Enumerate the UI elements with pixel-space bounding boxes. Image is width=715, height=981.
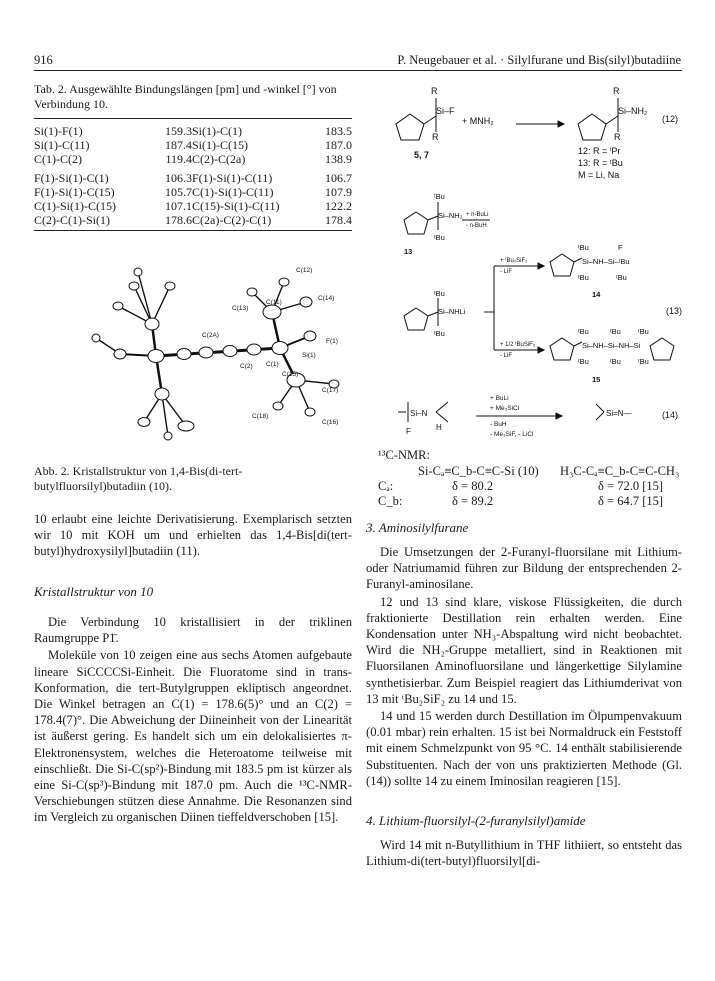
crystal-structure-figure — [34, 244, 352, 459]
eq12-prod-r-bottom: R — [614, 132, 621, 142]
nmr-compound-ref: H₃C-Cₐ≡C_b-C≡C-CH₃ — [560, 464, 680, 478]
eq13-14-tbu-bottom-2: ᵗBu — [616, 273, 627, 282]
bond-length-row — [34, 152, 352, 166]
table-value: 187.4 — [165, 138, 192, 152]
section-title-crystal: Kristallstruktur von 10 — [34, 584, 154, 599]
eq13-upper-reagent-1: + ᵗBu₂SiF₂ — [500, 258, 528, 264]
eq13-lower-reagent-2: - LiF — [500, 353, 512, 359]
table-bond: Si(1)-C(15) — [192, 138, 248, 152]
eq13-compound-14: 14 — [592, 290, 601, 299]
table-value: 107.1 — [165, 199, 192, 213]
bond-angle-row — [34, 185, 352, 199]
nmr-ca-value-ref: δ = 72.0 [15] — [598, 479, 664, 493]
nmr-cb-value-ref: δ = 64.7 [15] — [598, 494, 664, 508]
eq14-h: H — [436, 423, 442, 432]
aminosilyl-paragraphs — [366, 544, 682, 789]
running-title: P. Neugebauer et al. · Silylfurane und Bis(silyl)butadiine — [397, 53, 681, 67]
eq13-tbu-li-top: ᵗBu — [434, 289, 445, 298]
eq13-15-tbu-6: ᵗBu — [638, 357, 649, 366]
nmr-ca-value-10: δ = 80.2 — [452, 479, 494, 493]
table-value: 159.3 — [165, 124, 192, 138]
eq14-reagent-2: + Me₃SiCl — [490, 405, 520, 412]
table-bond: C(2)-C(2a) — [192, 152, 246, 166]
table-bond: C(1)-Si(1)-C(15) — [34, 199, 116, 213]
eq12-metal: M = Li, Na — [578, 170, 620, 180]
atom-label-c11: C(11) — [266, 299, 282, 306]
table-bond: F(1)-Si(1)-C(15) — [34, 185, 115, 199]
table-value: 106.3 — [165, 171, 192, 185]
eq13-upper-reagent-2: - LiF — [500, 269, 512, 275]
table-top-rule — [34, 118, 352, 119]
table-bond: Si(1)-C(1) — [192, 124, 242, 138]
crystal-p1: Die Verbindung 10 kristallisiert in der triklinen Raumgruppe P1̄. — [34, 615, 352, 646]
aminosilyl-p1: Die Umsetzungen der 2-Furanyl-fluorsilane mit Lithium- oder Natriumamid führen zur Bildung der entsprechenden 2-Furanyl-aminosilane. — [366, 545, 682, 592]
crystal-p2: Moleküle von 10 zeigen eine aus sechs Atomen aufgebaute lineare SiCCCCSi-Einheit. Die Fluoratome sind in trans-Konformation, die tert-Butylgruppen ekliptisch angeordnet. Die Winkel betragen an C(1) = 178.6(5)° und an C(2) = 178.4(7)°. Die Abweichung der Diineinheit von der Linearität ist äußerst gering. Es handelt sich um ein delokalisiertes π-Elektronensystem, welches die Heteroatome teilweise mit einschließt. Die Si-C(sp²)-Bindung mit 183.5 pm ist kürzer als eine Si-C(sp³)-Bindung mit 187.0 pm. Auch die ¹³C-NMR-Verschiebungen stützen diese Annahme. Die Resonanzen sind im Vergleich zu organischen Diinen tieffeldverschoben [15]. — [34, 648, 352, 825]
eq13-15-tbu-5: ᵗBu — [610, 357, 621, 366]
eq13-lower-product: Si–NH–Si–NH–Si — [582, 341, 641, 350]
eq14-reagent-1: + BuLi — [490, 395, 509, 402]
figure-caption: Abb. 2. Kristallstruktur von 1,4-Bis(di-tert-butylfluorsilyl)butadiin (10). — [34, 464, 243, 493]
eq14-reagent-4: - Me₃SiF, - LiCl — [490, 431, 534, 438]
eq14-reactant: Si–N — [410, 409, 428, 418]
table-bond: Si(1)-C(11) — [34, 138, 90, 152]
eq13-si-nhli: Si–NHLi — [438, 307, 466, 316]
eq13-tbu-bottom: ᵗBu — [434, 233, 445, 242]
table-value: 122.2 — [325, 199, 352, 213]
eq13-15-tbu-2: ᵗBu — [610, 327, 621, 336]
section-title-aminosilyl: 3. Aminosilylfurane — [366, 520, 469, 535]
atom-label-c17: C(17) — [322, 387, 339, 394]
table-value: 106.7 — [325, 171, 352, 185]
eq12-si-nh2: Si–NH₂ — [618, 106, 648, 116]
table-bond: Si(1)-F(1) — [34, 124, 83, 138]
eq12-reagent: + MNH₂ — [462, 116, 494, 126]
eq13-reagent-1: + n-BuLi — [466, 212, 489, 218]
eq13-compound-15: 15 — [592, 375, 601, 384]
atom-label-si1: Si(1) — [302, 352, 316, 359]
table-bond: C(1)-C(2) — [34, 152, 82, 166]
eq14-number: (14) — [662, 410, 679, 420]
table-value: 183.5 — [325, 124, 352, 138]
table-value: 105.7 — [165, 185, 192, 199]
lithium-p1: Wird 14 mit n-Butyllithium in THF lithiiert, so entsteht das Lithium-di(tert-butyl)fluorsilyl[di- — [366, 838, 682, 869]
nmr-ca-label: Cₐ: — [378, 479, 394, 493]
eq13-14-tbu-top: ᵗBu — [578, 243, 589, 252]
page-number: 916 — [34, 53, 53, 67]
lithium-paragraph — [366, 837, 682, 869]
eq12-r-top: R — [431, 86, 438, 96]
table-bottom-rule — [34, 230, 352, 231]
atom-label-c14: C(14) — [318, 295, 335, 302]
eq13-15-tbu-4: ᵗBu — [578, 357, 589, 366]
aminosilyl-p3: 14 und 15 werden durch Destillation im Ölpumpenvakuum (0.01 mbar) rein erhalten. 15 ist bei Normaldruck ein Feststoff mit einem Schmelzpunkt von 95 °C. 14 enthält stabilisierende Substituenten. Nach der von uns praktizierten Methode (Gl. (14)) sollte 14 zu einem Iminosilan reagieren [15]. — [366, 709, 682, 788]
table-bond: F(1)-Si(1)-C(11) — [192, 171, 273, 185]
eq12-product-12: 12: R = ⁱPr — [578, 146, 621, 156]
table-caption: Tab. 2. Ausgewählte Bindungslängen [pm] und -winkel [°] von Verbindung 10. — [34, 82, 337, 111]
table-bond: C(1)-Si(1)-C(11) — [192, 185, 274, 199]
scheme-eq13 — [366, 190, 682, 390]
eq13-reagent-2: - n-BuH — [466, 223, 487, 229]
eq13-14-tbu-bottom: ᵗBu — [578, 273, 589, 282]
nmr-cb-label: C_b: — [378, 494, 403, 508]
eq12-compound-label: 5, 7 — [414, 150, 430, 160]
atom-label-c12: C(12) — [296, 267, 313, 274]
eq13-upper-product: Si–NH–Si–ᵗBu — [582, 257, 630, 266]
eq13-number: (13) — [666, 306, 682, 316]
atom-label-c2: C(2) — [240, 363, 253, 370]
atom-label-c15: C(15) — [282, 371, 299, 378]
atom-label-f1: F(1) — [326, 338, 338, 345]
atom-label-c13: C(13) — [232, 305, 249, 312]
eq13-si-nh2: Si–NH₂ — [438, 211, 463, 220]
scheme-eq14 — [366, 392, 682, 444]
eq12-r-bottom: R — [432, 132, 439, 142]
eq14-reagent-3: - BuH — [490, 421, 507, 428]
atom-label-c16: C(16) — [322, 419, 339, 426]
table-bond: C(2a)-C(2)-C(1) — [192, 213, 272, 227]
eq14-f: F — [406, 427, 411, 436]
crystal-paragraphs — [34, 614, 352, 826]
table-bond: C(15)-Si(1)-C(11) — [192, 199, 280, 213]
nmr-compound-10: Si-Cₐ≡C_b-C≡C-Si (10) — [418, 464, 539, 478]
intro-text: 10 erlaubt eine leichte Derivatisierung. Exemplarisch setzten wir 10 mit KOH um und erhielten das 1,4-Bis[di(tert-butyl)hydroxysilyl]butadiin (11). — [34, 512, 352, 559]
eq13-tbu-top: ᵗBu — [434, 192, 445, 201]
section-title-lithium: 4. Lithium-fluorsilyl-(2-furanylsilyl)amide — [366, 813, 586, 828]
bond-length-table — [34, 124, 352, 166]
scheme-eq12 — [366, 82, 682, 182]
eq12-prod-r-top: R — [613, 86, 620, 96]
table-value: 178.6 — [165, 213, 192, 227]
table-value: 138.9 — [325, 152, 352, 166]
table-value: 119.4 — [165, 152, 192, 166]
eq13-tbu-li-bottom: ᵗBu — [434, 329, 445, 338]
nmr-title: ¹³C-NMR: — [378, 448, 430, 462]
atom-label-c2a: C(2A) — [202, 332, 219, 339]
eq14-product: Si=N— — [606, 409, 632, 418]
atom-label-c1: C(1) — [266, 361, 279, 368]
eq13-15-tbu-3: ᵗBu — [638, 327, 649, 336]
aminosilyl-p2: 12 und 13 sind klare, viskose Flüssigkeiten, die durch fraktionierte Destillation rein erhalten werden. Eine Kondensation unter NH₃-Abspaltung wird nicht beobachtet. Wird die NH₂-Gruppe metalliert, sind in Reaktionen mit Fluorsilanen Aminofluorsilane und längerkettige Silylamine synthetisierbar. Zum Beispiel reagiert das Lithiumderivat von 13 mit ᵗBu₂SiF₂ zu 14 und 15. — [366, 594, 682, 706]
bond-length-row — [34, 124, 352, 138]
bond-angle-row — [34, 213, 352, 227]
table-value: 187.0 — [325, 138, 352, 152]
header-rule — [34, 70, 682, 71]
eq12-number: (12) — [662, 114, 679, 124]
atom-label-c18: C(18) — [252, 413, 269, 420]
eq12-si-f: Si–F — [436, 106, 455, 116]
nmr-cb-value-10: δ = 89.2 — [452, 494, 494, 508]
bond-length-row — [34, 138, 352, 152]
eq13-15-tbu-1: ᵗBu — [578, 327, 589, 336]
bond-angle-row — [34, 199, 352, 213]
table-value: 178.4 — [325, 213, 352, 227]
eq13-lower-reagent-1: + 1/2 ᵗBuSiF₃ — [500, 342, 536, 348]
eq13-compound-13: 13 — [404, 247, 413, 256]
eq12-product-13: 13: R = ᵗBu — [578, 158, 623, 168]
table-value: 107.9 — [325, 185, 352, 199]
table-bond: F(1)-Si(1)-C(1) — [34, 171, 109, 185]
intro-paragraph — [34, 511, 352, 560]
bond-angle-row — [34, 171, 352, 185]
bond-angle-table — [34, 171, 352, 227]
table-bond: C(2)-C(1)-Si(1) — [34, 213, 110, 227]
eq13-14-f: F — [618, 243, 623, 252]
